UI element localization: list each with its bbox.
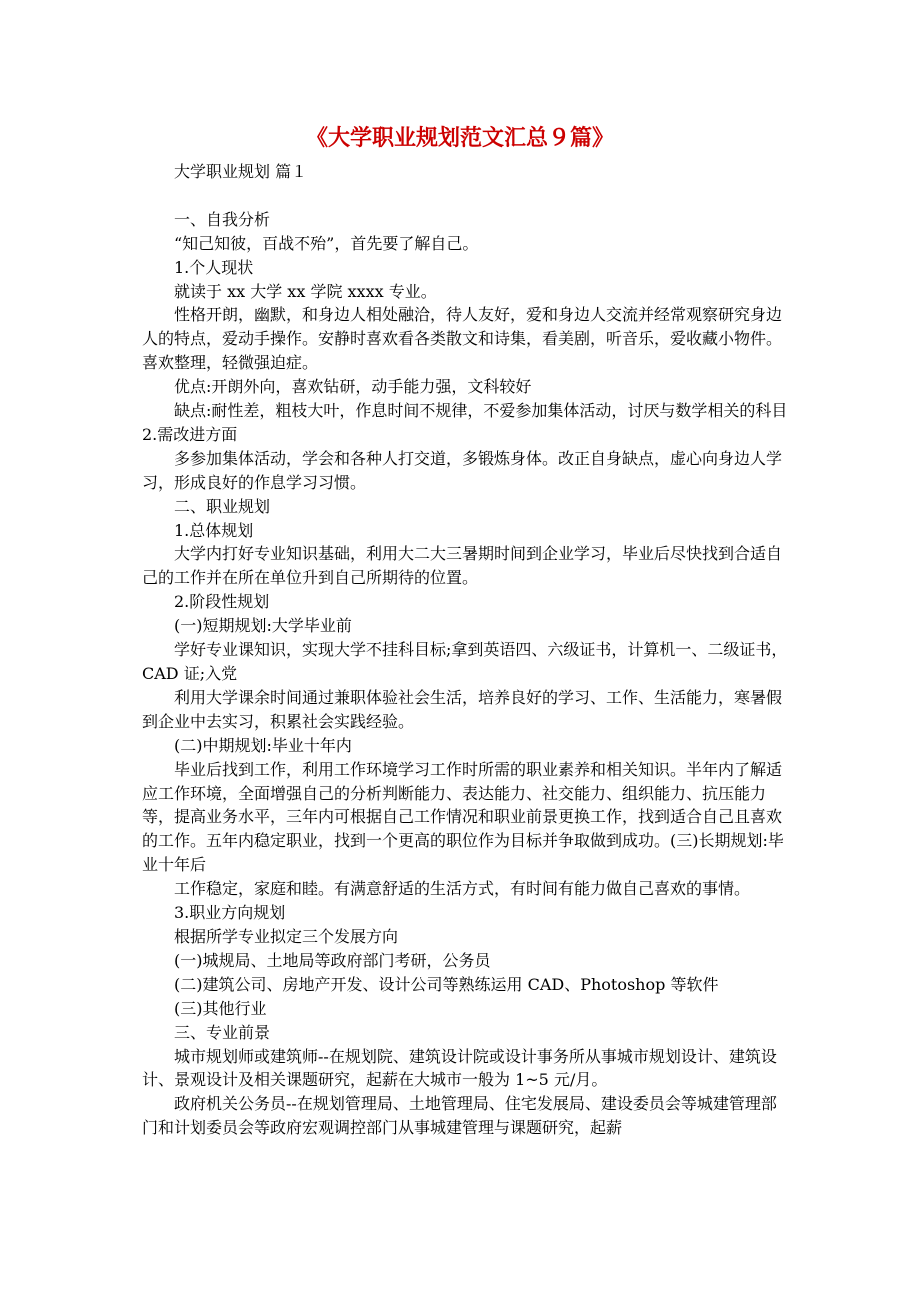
document-title: 《大学职业规划范文汇总９篇》 [305,125,614,151]
paragraph: (二)中期规划:毕业十年内 [174,735,352,755]
paragraph: 一、自我分析 [174,209,271,229]
paragraph: 三、专业前景 [174,1022,271,1042]
paragraph: 多参加集体活动，学会和各种人打交道，多锻炼身体。改正自身缺点，虚心向身边人学习，形成良好的作息学习习惯。 [142,448,783,492]
paragraph: (三)其他行业 [174,998,267,1018]
paragraph: 工作稳定，家庭和睦。有满意舒适的生活方式，有时间有能力做自己喜欢的事情。 [174,879,751,899]
paragraph: 性格开朗，幽默，和身边人相处融洽，待人友好，爱和身边人交流并经常观察研究身边人的特点，爱动手操作。安静时喜欢看各类散文和诗集，看美剧，听音乐，爱收藏小物件。喜欢整理，轻微强迫症。 [142,305,783,373]
paragraph: 优点:开朗外向，喜欢钻研，动手能力强，文科较好 [174,377,532,397]
section-subtitle: 大学职业规划 篇１ [174,162,308,181]
paragraph: 1.总体规划 [174,520,254,540]
paragraph: 城市规划师或建筑师--在规划院、建筑设计院或设计事务所从事城市规划设计、建筑设计、景观设计及相关课题研究，起薪在大城市一般为 1~5 元/月。 [142,1046,777,1090]
paragraph: 二、职业规划 [174,496,271,516]
paragraph: 大学内打好专业知识基础，利用大二大三暑期时间到企业学习，毕业后尽快找到合适自己的工作并在所在单位升到自己所期待的位置。 [142,544,783,588]
blank-line [142,184,792,208]
paragraph: 学好专业课知识，实现大学不挂科目标;拿到英语四、六级证书，计算机一、二级证书，CAD 证;入党 [142,640,788,684]
paragraph: 根据所学专业拟定三个发展方向 [174,926,399,946]
paragraph: (一)短期规划:大学毕业前 [174,616,352,636]
paragraph: 毕业后找到工作，利用工作环境学习工作时所需的职业素养和相关知识。半年内了解适应工作环境，全面增强自己的分析判断能力、表达能力、社交能力、组织能力、抗压能力等，提高业务水平，三年内可根据自己工作情况和职业前景更换工作，找到适合自己且喜欢的工作。五年内稳定职业，找到一个更高的职位作为目标并争取做到成功。(三)长期规划:毕业十年后 [142,759,784,875]
paragraph: 缺点:耐性差，粗枝大叶，作息时间不规律，不爱参加集体活动，讨厌与数学相关的科目 2.需改进方面 [142,401,788,444]
paragraph: “知己知彼，百战不殆”，首先要了解自己。 [174,233,479,253]
paragraph: 1.个人现状 [174,257,254,277]
paragraph: 3.职业方向规划 [174,903,286,923]
paragraph: 2.阶段性规划 [174,592,270,612]
paragraph: 就读于 xx 大学 xx 学院 xxxx 专业。 [174,281,437,301]
paragraph: (二)建筑公司、房地产开发、设计公司等熟练运用 CAD、Photoshop 等软件 [174,974,719,994]
paragraph: (一)城规局、土地局等政府部门考研，公务员 [174,950,491,970]
paragraph: 利用大学课余时间通过兼职体验社会生活，培养良好的学习、工作、生活能力，寒暑假到企业中去实习，积累社会实践经验。 [142,687,783,731]
paragraph: 政府机关公务员--在规划管理局、土地管理局、住宅发展局、建设委员会等城建管理部门和计划委员会等政府宏观调控部门从事城建管理与课题研究，起薪 [142,1094,777,1138]
document-body [142,160,792,1140]
